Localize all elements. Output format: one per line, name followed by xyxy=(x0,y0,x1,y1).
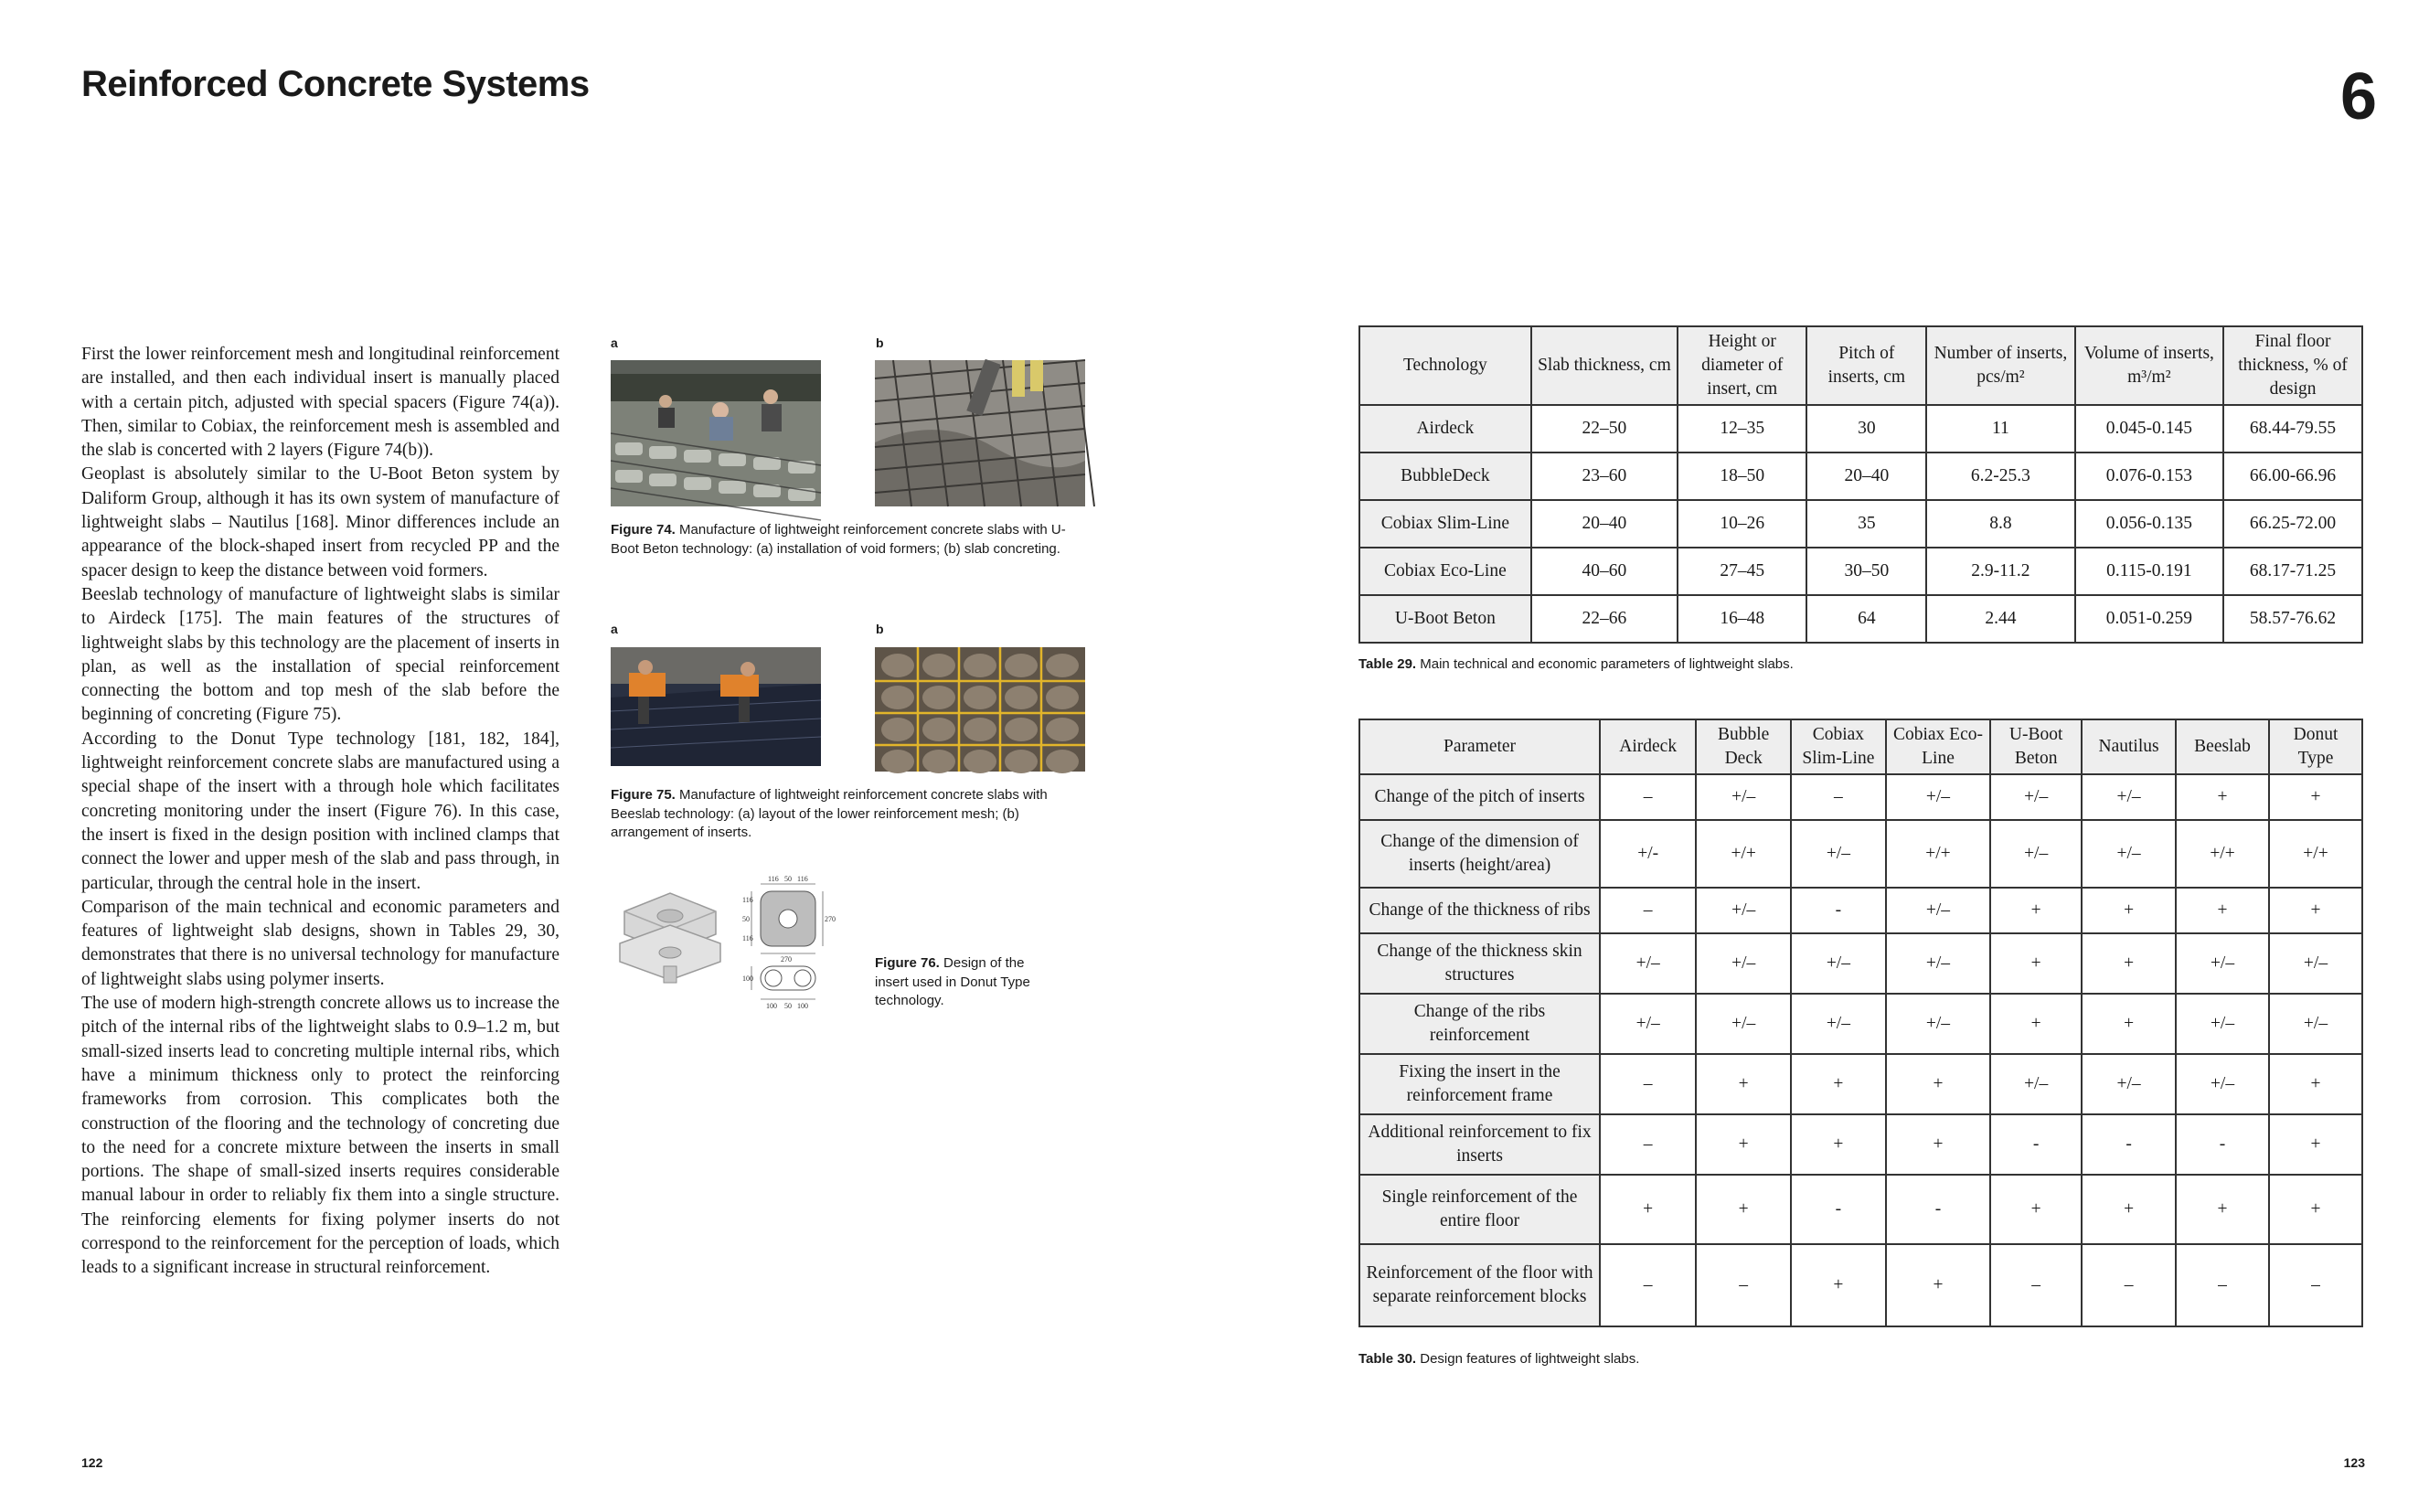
table-29-cell: BubbleDeck xyxy=(1359,453,1531,500)
table-29-cell: 0.056-0.135 xyxy=(2075,500,2223,548)
table-29-cell: 30 xyxy=(1806,405,1926,453)
table-30-cell: +/– xyxy=(1791,820,1886,888)
figure-74-label-a: a xyxy=(611,335,618,350)
table-30-cell: + xyxy=(2269,1175,2362,1244)
figure-75-caption xyxy=(611,786,1086,843)
table-30-cell: + xyxy=(2269,774,2362,820)
table-29-cell: Airdeck xyxy=(1359,405,1531,453)
table-row xyxy=(1359,888,2362,933)
table-29-cell: 20–40 xyxy=(1806,453,1926,500)
dim-top-2: 50 xyxy=(784,875,792,883)
table-30-cell: + xyxy=(1886,1054,1990,1114)
table-30-cell: +/+ xyxy=(2176,820,2269,888)
table-29-cell: 40–60 xyxy=(1531,548,1678,595)
page-number-right: 123 xyxy=(2343,1455,2365,1470)
dim-bottom: 270 xyxy=(781,955,792,964)
table-30-cell: + xyxy=(2269,888,2362,933)
table-30-cell: + xyxy=(1696,1114,1791,1175)
figure-74-label-b: b xyxy=(876,335,884,350)
table-30-cell: Single reinforcement of the entire floor xyxy=(1359,1175,1600,1244)
table-30-cell: +/– xyxy=(1696,774,1791,820)
body-text xyxy=(81,343,559,1281)
table-29-caption xyxy=(1358,656,1794,672)
table-30-cell: +/– xyxy=(2269,994,2362,1054)
table-30-cell: +/– xyxy=(1886,888,1990,933)
table-30-cell: + xyxy=(2269,1114,2362,1175)
paragraph: According to the Donut Type technology [181, 182, 184], lightweight reinforcement concrete slabs are manufactured using a special shape of the insert with a through hole which facilitates concreting monitoring under the insert (Figure 76). In this case, the insert is fixed in the design position with inclined clamps that connect the lower and upper mesh of the slab and pass through, in particular, through the central hole in the insert. xyxy=(81,729,559,893)
table-30-cell: + xyxy=(1990,888,2082,933)
table-30-header: Parameter xyxy=(1359,719,1600,774)
table-30-cell: – xyxy=(1600,1114,1696,1175)
table-30-cell: +/– xyxy=(1600,994,1696,1054)
table-29-header: Slab thickness, cm xyxy=(1531,326,1678,405)
table-29-caption-text: Main technical and economic parameters of lightweight slabs. xyxy=(1416,656,1794,672)
table-29-header: Volume of inserts, m³/m² xyxy=(2075,326,2223,405)
table-30-cell: + xyxy=(2082,888,2176,933)
table-29-cell: 35 xyxy=(1806,500,1926,548)
table-30-header: Cobiax Slim-Line xyxy=(1791,719,1886,774)
table-30-cell: +/– xyxy=(2269,933,2362,994)
table-29-cell: 23–60 xyxy=(1531,453,1678,500)
table-30-cell: +/– xyxy=(1990,1054,2082,1114)
table-30-cell: +/– xyxy=(1886,933,1990,994)
table-29-cell: 11 xyxy=(1926,405,2074,453)
table-30-cell: + xyxy=(1791,1244,1886,1326)
dim-lower-1: 100 xyxy=(766,1002,777,1010)
figure-76-caption-label: Figure 76. xyxy=(875,955,940,971)
table-30-header: Nautilus xyxy=(2082,719,2176,774)
table-row xyxy=(1359,1175,2362,1244)
table-29-cell: 66.00-66.96 xyxy=(2223,453,2362,500)
table-30-cell: Fixing the insert in the reinforcement frame xyxy=(1359,1054,1600,1114)
table-30-cell: – xyxy=(1696,1244,1791,1326)
table-30-cell: + xyxy=(2176,1175,2269,1244)
table-30-cell: +/– xyxy=(1990,774,2082,820)
table-30-cell: – xyxy=(2269,1244,2362,1326)
table-29 xyxy=(1358,325,2363,644)
dim-lower-left: 100 xyxy=(742,974,753,983)
table-row xyxy=(1359,933,2362,994)
table-30-cell: + xyxy=(1990,994,2082,1054)
table-29-cell: 0.076-0.153 xyxy=(2075,453,2223,500)
table-30-cell: Change of the ribs reinforcement xyxy=(1359,994,1600,1054)
table-row xyxy=(1359,453,2362,500)
table-29-cell: 2.44 xyxy=(1926,595,2074,643)
table-29-cell: 0.051-0.259 xyxy=(2075,595,2223,643)
figure-74-caption-text: Manufacture of lightweight reinforcement concrete slabs with U-Boot Beton technology: (a) installation of void formers; (b) slab concreting. xyxy=(611,522,1066,557)
table-29-cell: Cobiax Slim-Line xyxy=(1359,500,1531,548)
table-30-cell: +/- xyxy=(1600,820,1696,888)
table-30-cell: + xyxy=(2269,1054,2362,1114)
table-29-cell: 0.115-0.191 xyxy=(2075,548,2223,595)
table-30-cell: +/– xyxy=(2176,994,2269,1054)
table-30-cell: - xyxy=(1791,1175,1886,1244)
table-30-cell: + xyxy=(2176,888,2269,933)
table-30-header: Cobiax Eco-Line xyxy=(1886,719,1990,774)
table-29-cell: 22–66 xyxy=(1531,595,1678,643)
table-30-caption-text: Design features of lightweight slabs. xyxy=(1416,1351,1640,1367)
table-30-cell: - xyxy=(1886,1175,1990,1244)
table-30-cell: +/– xyxy=(1600,933,1696,994)
table-30-cell: +/– xyxy=(2082,774,2176,820)
table-30-cell: +/– xyxy=(2082,1054,2176,1114)
table-row xyxy=(1359,500,2362,548)
table-29-cell: 68.44-79.55 xyxy=(2223,405,2362,453)
figure-75-caption-label: Figure 75. xyxy=(611,787,676,803)
table-30-cell: +/+ xyxy=(1696,820,1791,888)
table-30-cell: + xyxy=(1696,1054,1791,1114)
table-30-cell: Change of the thickness skin structures xyxy=(1359,933,1600,994)
table-30-cell: + xyxy=(1600,1175,1696,1244)
dim-right: 270 xyxy=(825,915,836,923)
table-30-cell: + xyxy=(2082,933,2176,994)
table-30-cell: + xyxy=(1791,1114,1886,1175)
table-29-cell: 27–45 xyxy=(1678,548,1806,595)
table-30-cell: +/– xyxy=(1990,820,2082,888)
table-29-header: Pitch of inserts, cm xyxy=(1806,326,1926,405)
figure-76-caption xyxy=(875,954,1058,1011)
table-30-cell: – xyxy=(1791,774,1886,820)
table-30-cell: +/+ xyxy=(2269,820,2362,888)
figure-74a-photo xyxy=(611,360,821,506)
table-30-cell: – xyxy=(1600,1244,1696,1326)
table-30-caption xyxy=(1358,1351,1639,1367)
table-row xyxy=(1359,1114,2362,1175)
table-30-cell: – xyxy=(1600,888,1696,933)
dim-top-1: 116 xyxy=(768,875,779,883)
table-30-cell: – xyxy=(2082,1244,2176,1326)
table-row xyxy=(1359,548,2362,595)
figure-75-label-b: b xyxy=(876,622,884,636)
table-30-cell: +/– xyxy=(2176,1054,2269,1114)
table-row xyxy=(1359,774,2362,820)
figure-75a-photo xyxy=(611,647,821,766)
dim-lower-2: 50 xyxy=(784,1002,792,1010)
figure-74b-photo xyxy=(875,360,1085,506)
paragraph: Comparison of the main technical and economic parameters and features of lightweight slab designs, shown in Tables 29, 30, demonstrates that there is no universal technology for manufacture of lightweight slabs using polymer inserts. xyxy=(81,897,559,989)
paragraph: The use of modern high-strength concrete allows us to increase the pitch of the internal ribs of the lightweight slabs to 0.9–1.2 m, but small-sized inserts lead to concreting multiple internal ribs, which have a minimum thickness only to protect the reinforcing frameworks from corrosion. This complicates both the construction of the flooring and the technology of concreting due to the need for a concrete mixture between the inserts in small portions. The shape of small-sized inserts requires considerable manual labour in order to reliably fix them into a single structure. The reinforcing elements for fixing polymer inserts do not correspond to the reinforcement for the perception of loads, which leads to a significant increase in structural reinforcement. xyxy=(81,994,559,1278)
table-29-header-row xyxy=(1359,326,2362,405)
figure-75-caption-text: Manufacture of lightweight reinforcement concrete slabs with Beeslab technology: (a) layout of the lower reinforcement mesh; (b) arrangement of inserts. xyxy=(611,787,1048,840)
table-30-header-row xyxy=(1359,719,2362,774)
table-30-cell: + xyxy=(1791,1054,1886,1114)
table-29-cell: 16–48 xyxy=(1678,595,1806,643)
dim-left-1: 116 xyxy=(742,896,753,904)
table-29-header: Height or diameter of insert, cm xyxy=(1678,326,1806,405)
page-title: Reinforced Concrete Systems xyxy=(81,64,590,104)
table-29-header: Technology xyxy=(1359,326,1531,405)
table-30-cell: Additional reinforcement to fix inserts xyxy=(1359,1114,1600,1175)
figure-74-caption xyxy=(611,521,1086,559)
table-30-header: Bubble Deck xyxy=(1696,719,1791,774)
figure-75b-photo xyxy=(875,647,1085,772)
table-row xyxy=(1359,1054,2362,1114)
table-30-cell: Change of the thickness of ribs xyxy=(1359,888,1600,933)
table-30-cell: - xyxy=(1990,1114,2082,1175)
table-30-cell: +/– xyxy=(1791,933,1886,994)
table-30-cell: – xyxy=(2176,1244,2269,1326)
table-30-caption-label: Table 30. xyxy=(1358,1351,1417,1367)
table-30-cell: Change of the pitch of inserts xyxy=(1359,774,1600,820)
dim-left-3: 116 xyxy=(742,934,753,942)
table-30-cell: - xyxy=(2082,1114,2176,1175)
figure-76-caption-text: Design of the insert used in Donut Type technology. xyxy=(875,955,1030,1008)
table-30-header: Airdeck xyxy=(1600,719,1696,774)
table-29-cell: Cobiax Eco-Line xyxy=(1359,548,1531,595)
dim-left-2: 50 xyxy=(742,915,750,923)
table-30-cell: Change of the dimension of inserts (height/area) xyxy=(1359,820,1600,888)
table-30 xyxy=(1358,719,2363,1327)
table-30-cell: +/– xyxy=(1886,774,1990,820)
table-row xyxy=(1359,405,2362,453)
table-row xyxy=(1359,820,2362,888)
table-30-cell: – xyxy=(1990,1244,2082,1326)
table-30-cell: + xyxy=(1990,933,2082,994)
page-number-left: 122 xyxy=(81,1455,103,1470)
table-29-cell: U-Boot Beton xyxy=(1359,595,1531,643)
table-29-cell: 20–40 xyxy=(1531,500,1678,548)
table-30-header: U-Boot Beton xyxy=(1990,719,2082,774)
table-30-cell: + xyxy=(1886,1114,1990,1175)
table-29-cell: 8.8 xyxy=(1926,500,2074,548)
table-row xyxy=(1359,994,2362,1054)
table-30-cell: + xyxy=(2082,994,2176,1054)
table-30-cell: +/– xyxy=(1696,933,1791,994)
table-29-cell: 66.25-72.00 xyxy=(2223,500,2362,548)
table-30-header: Beeslab xyxy=(2176,719,2269,774)
table-30-cell: – xyxy=(1600,1054,1696,1114)
table-row xyxy=(1359,1244,2362,1326)
table-30-cell: – xyxy=(1600,774,1696,820)
figure-76-insert-3d-drawing xyxy=(611,879,730,989)
table-30-cell: + xyxy=(2176,774,2269,820)
chapter-number: 6 xyxy=(2339,60,2377,133)
table-30-cell: +/+ xyxy=(1886,820,1990,888)
table-30-cell: +/– xyxy=(2082,820,2176,888)
table-29-cell: 10–26 xyxy=(1678,500,1806,548)
dim-top-3: 116 xyxy=(797,875,808,883)
paragraph: Geoplast is absolutely similar to the U-Boot Beton system by Daliform Group, although it has its own system of manufacture of lightweight slabs – Nautilus [168]. Minor differences include an appearance of the block-shaped insert from recycled PP and the spacer design to keep the distance between void formers. xyxy=(81,464,559,580)
paragraph: Beeslab technology of manufacture of lightweight slabs is similar to Airdeck [175]. The main features of the structures of lightweight slabs by this technology are the placement of inserts in plan, as well as the installation of special reinforcement connecting the bottom and top mesh of the slab before the beginning of concreting (Figure 75). xyxy=(81,584,559,725)
table-30-cell: +/– xyxy=(1696,994,1791,1054)
table-29-cell: 64 xyxy=(1806,595,1926,643)
table-29-cell: 0.045-0.145 xyxy=(2075,405,2223,453)
figure-75-label-a: a xyxy=(611,622,618,636)
table-29-cell: 12–35 xyxy=(1678,405,1806,453)
table-29-cell: 22–50 xyxy=(1531,405,1678,453)
dim-lower-3: 100 xyxy=(797,1002,808,1010)
table-29-cell: 30–50 xyxy=(1806,548,1926,595)
table-30-cell: +/– xyxy=(2176,933,2269,994)
figure-74-caption-label: Figure 74. xyxy=(611,522,676,538)
table-row xyxy=(1359,595,2362,643)
table-30-cell: Reinforcement of the floor with separate reinforcement blocks xyxy=(1359,1244,1600,1326)
table-30-cell: + xyxy=(1990,1175,2082,1244)
table-29-caption-label: Table 29. xyxy=(1358,656,1417,672)
table-30-cell: + xyxy=(2082,1175,2176,1244)
table-29-header: Number of inserts, pcs/m² xyxy=(1926,326,2074,405)
table-30-cell: + xyxy=(1886,1244,1990,1326)
table-30-cell: - xyxy=(1791,888,1886,933)
table-30-header: Donut Type xyxy=(2269,719,2362,774)
table-29-cell: 6.2-25.3 xyxy=(1926,453,2074,500)
figure-76-dimension-drawing xyxy=(742,873,834,1010)
table-29-cell: 18–50 xyxy=(1678,453,1806,500)
table-30-cell: +/– xyxy=(1886,994,1990,1054)
table-29-cell: 2.9-11.2 xyxy=(1926,548,2074,595)
paragraph: First the lower reinforcement mesh and longitudinal reinforcement are installed, and then each individual insert is manually placed with a certain pitch, adjusted with special spacers (Figure 74(a)). Then, similar to Cobiax, the reinforcement mesh is assembled and the slab is concerted with 2 layers (Figure 74(b)). xyxy=(81,345,559,461)
table-30-cell: - xyxy=(2176,1114,2269,1175)
table-30-cell: +/– xyxy=(1791,994,1886,1054)
table-29-cell: 68.17-71.25 xyxy=(2223,548,2362,595)
table-29-cell: 58.57-76.62 xyxy=(2223,595,2362,643)
table-30-cell: +/– xyxy=(1696,888,1791,933)
table-30-cell: + xyxy=(1696,1175,1791,1244)
table-29-header: Final floor thickness, % of design xyxy=(2223,326,2362,405)
